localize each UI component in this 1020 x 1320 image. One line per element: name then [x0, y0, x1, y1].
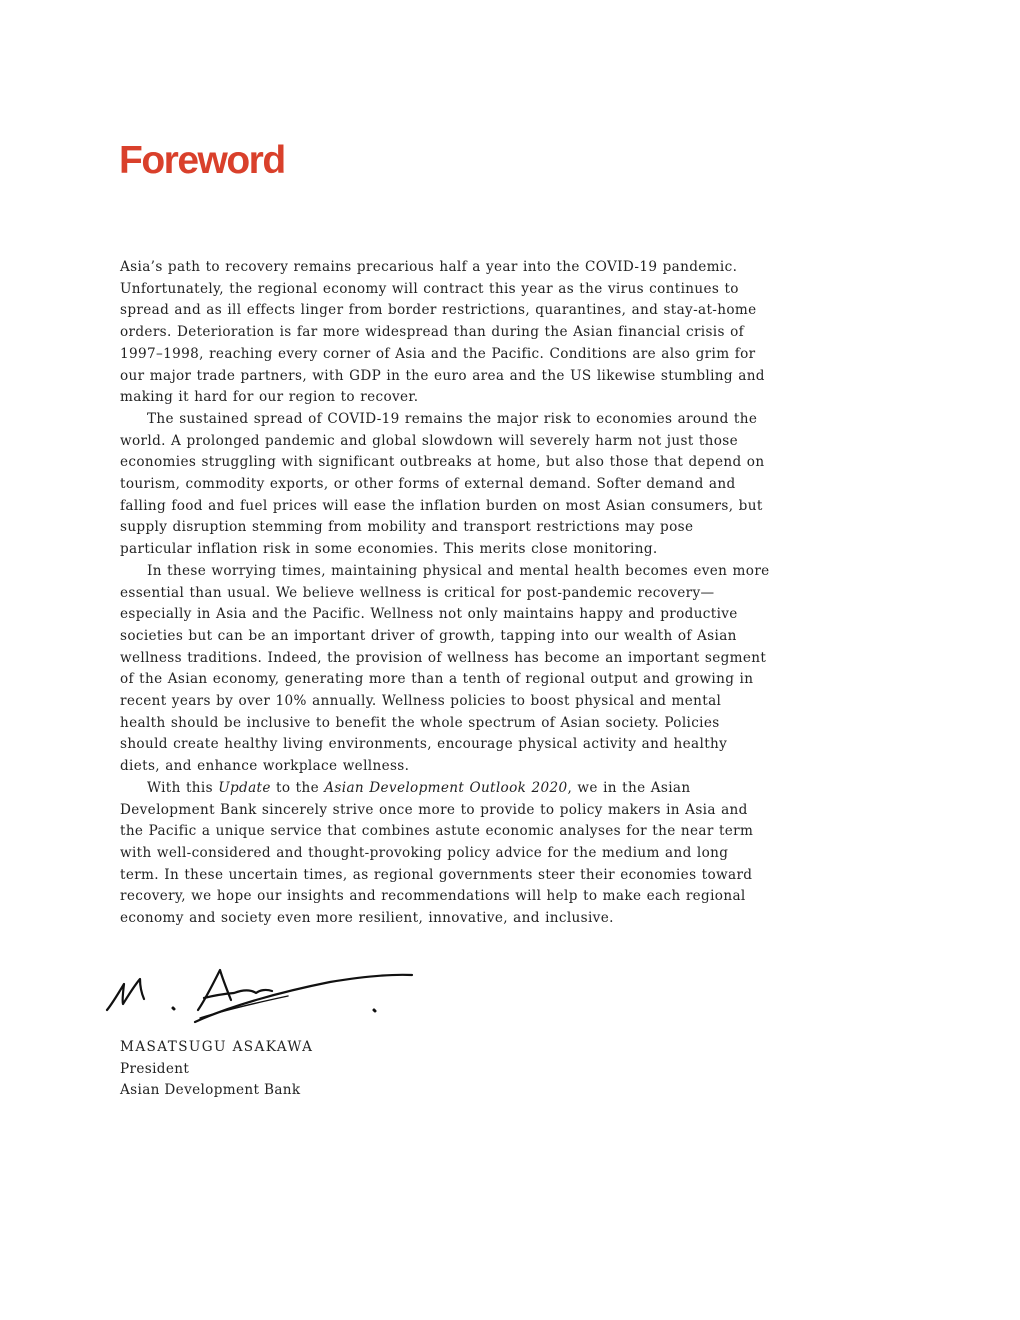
update-italic: Update: [218, 779, 271, 796]
paragraph-4-text-1: With this: [147, 779, 219, 796]
signatory-title: President: [120, 1060, 190, 1077]
signature-block: [120, 1037, 313, 1102]
paragraph-3: In these worrying times, maintaining physical and mental health becomes even more essential than usual. We believe wellness is critical for post-pandemic recovery—especially in Asia and the Pacific. Wellness not only maintains happy and productive societies but can be an important driver of growth, tapping into our wealth of Asian wellness traditions. Indeed, the provision of wellness has become an important segment of the Asian economy, generating more than a tenth of regional output and growing in recent years by over 10% annually. Wellness policies to boost physical and mental health should be inclusive to benefit the whole spectrum of Asian society. Policies should create healthy living environments, encourage physical activity and healthy diets, and enhance workplace wellness.: [120, 562, 770, 775]
foreword-body: [120, 257, 770, 930]
paragraph-4-text-3: , we in the Asian Development Bank sincerely strive once more to provide to policy makers in Asia and the Pacific a unique service that combines astute economic analyses for the near term with well-considered and thought-provoking policy advice for the medium and long term. In these uncertain times, as regional governments steer their economies toward recovery, we hope our insights and recommendations will help to make each regional economy and society even more resilient, innovative, and inclusive.: [120, 779, 754, 927]
paragraph-4-text-2: to the: [270, 779, 325, 796]
paragraph-4: [120, 778, 770, 930]
paragraph-1: Asia’s path to recovery remains precarious half a year into the COVID-19 pandemic. Unfortunately, the regional economy will contract this year as the virus continues to spread and as ill effects linger from border restrictions, quarantines, and stay-at-home orders. Deterioration is far more widespread than during the Asian financial crisis of 1997–1998, reaching every corner of Asia and the Pacific. Conditions are also grim for our major trade partners, with GDP in the euro area and the US likewise stumbling and making it hard for our region to recover.: [120, 259, 765, 406]
handwritten-signature: [100, 960, 420, 1030]
signatory-name: MASATSUGU ASAKAWA: [120, 1039, 314, 1055]
publication-title-italic: Asian Development Outlook 2020: [324, 779, 568, 796]
page-title: Foreword: [119, 139, 285, 182]
paragraph-2: The sustained spread of COVID-19 remains the major risk to economies around the world. A prolonged pandemic and global slowdown will severely harm not just those economies struggling with significant outbreaks at home, but also those that depend on tourism, commodity exports, or other forms of external demand. Softer demand and falling food and fuel prices will ease the inflation burden on most Asian consumers, but supply disruption stemming from mobility and transport restrictions may pose particular inflation risk in some economies. This merits close monitoring.: [120, 410, 765, 558]
signatory-organization: Asian Development Bank: [120, 1082, 301, 1099]
